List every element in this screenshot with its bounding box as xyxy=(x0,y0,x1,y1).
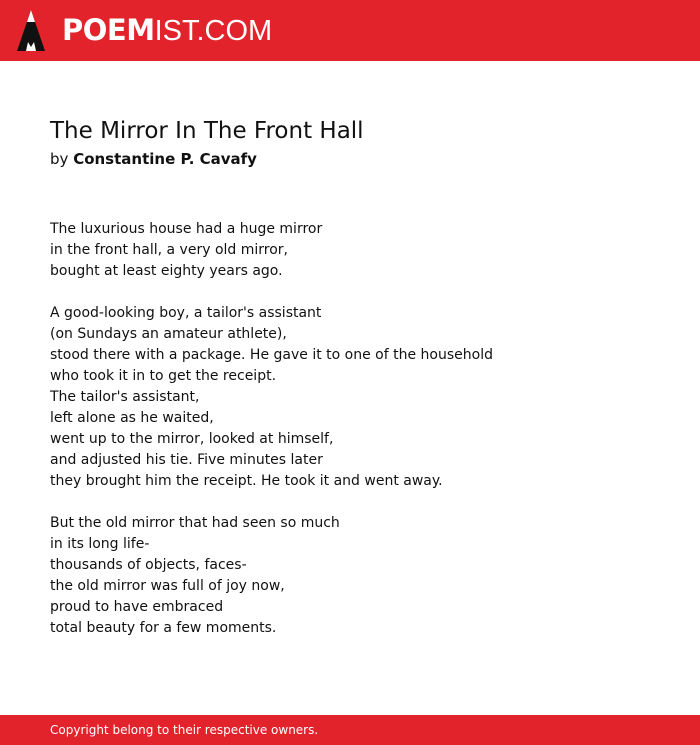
stanza-3 xyxy=(50,513,650,639)
poem-line: But the old mirror that had seen so much xyxy=(50,515,340,531)
site-logo-text xyxy=(62,13,272,48)
site-header xyxy=(0,0,700,61)
pencil-icon xyxy=(16,8,46,52)
poem-line: left alone as he waited, xyxy=(50,410,214,426)
stanza-1 xyxy=(50,219,650,282)
poem-title: The Mirror In The Front Hall xyxy=(50,118,364,144)
by-label: by xyxy=(50,150,69,168)
poem-line: they brought him the receipt. He took it and went away. xyxy=(50,473,443,489)
poem-line: total beauty for a few moments. xyxy=(50,620,277,636)
poem-line: The luxurious house had a huge mirror xyxy=(50,221,323,237)
poem-line: The tailor's assistant, xyxy=(50,389,200,405)
poem-line: in its long life- xyxy=(50,536,150,552)
poem-line: the old mirror was full of joy now, xyxy=(50,578,285,594)
author-name: Constantine P. Cavafy xyxy=(73,150,257,168)
stanza-2 xyxy=(50,303,650,492)
copyright-text: Copyright belong to their respective owners. xyxy=(50,723,319,737)
poem-line: who took it in to get the receipt. xyxy=(50,368,277,384)
poem-line: and adjusted his tie. Five minutes later xyxy=(50,452,323,468)
logo-light-part: IST.COM xyxy=(154,15,273,47)
site-footer xyxy=(0,715,700,745)
poem-body xyxy=(50,219,650,660)
poem-line: thousands of objects, faces- xyxy=(50,557,247,573)
poem-line: stood there with a package. He gave it to one of the household xyxy=(50,347,493,363)
poem-line: went up to the mirror, looked at himself, xyxy=(50,431,334,447)
byline xyxy=(50,148,257,170)
logo-bold-part: POEM xyxy=(62,13,155,47)
poem-line: A good-looking boy, a tailor's assistant xyxy=(50,305,322,321)
poem-line: proud to have embraced xyxy=(50,599,224,615)
poem-line: bought at least eighty years ago. xyxy=(50,263,283,279)
poem-line: in the front hall, a very old mirror, xyxy=(50,242,288,258)
poem-line: (on Sundays an amateur athlete), xyxy=(50,326,287,342)
